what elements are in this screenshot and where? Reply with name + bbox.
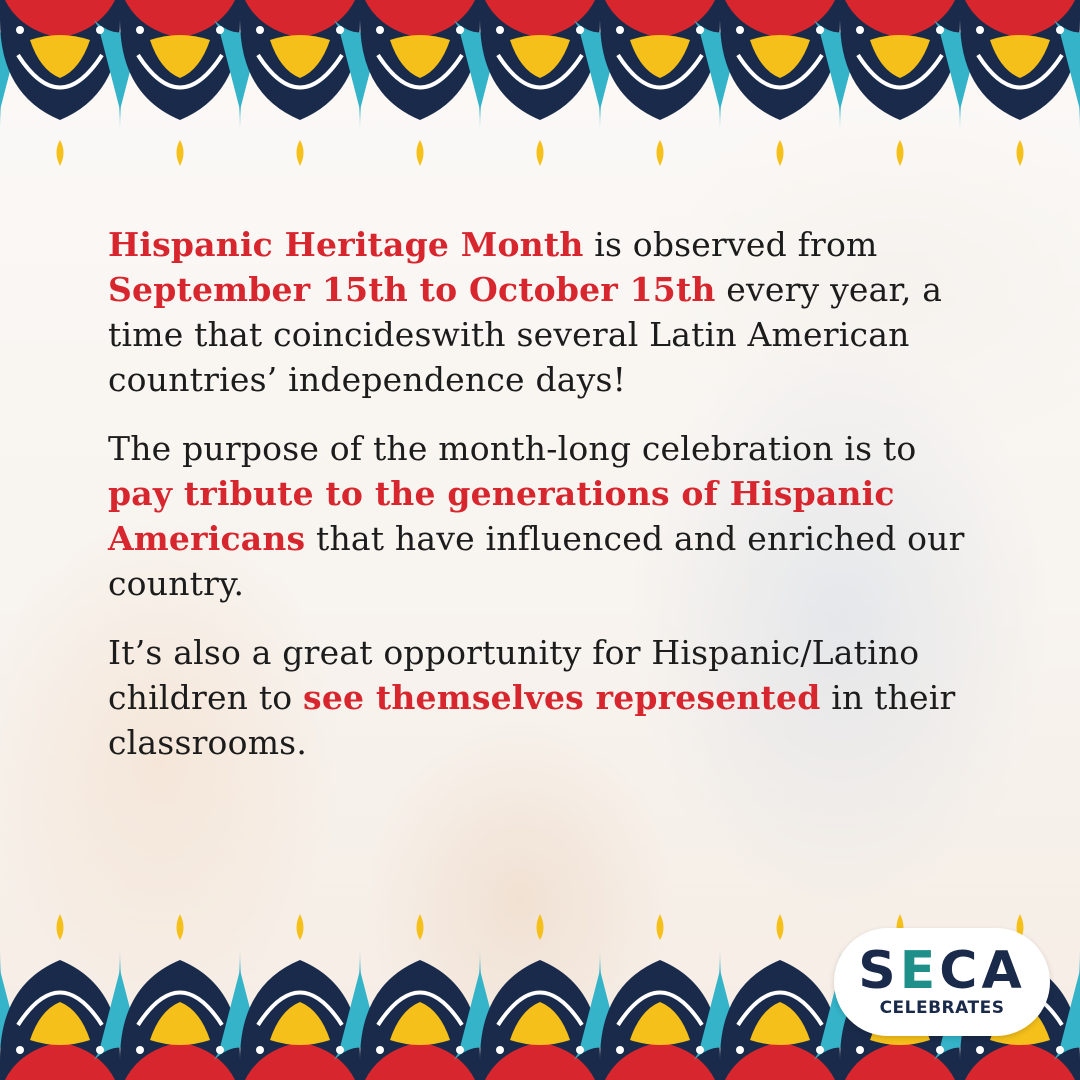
paragraph-2 <box>108 426 988 606</box>
ornament-dot <box>216 1046 224 1054</box>
ornament-drop <box>777 914 784 940</box>
ornament-dot <box>856 1046 864 1054</box>
ornament-dot <box>696 1046 704 1054</box>
ornament-dot <box>1056 1046 1064 1054</box>
paragraph-1 <box>108 222 988 402</box>
body-text-span: in their classrooms. <box>108 678 956 762</box>
ornament-dot <box>136 1046 144 1054</box>
ornament-drop <box>417 140 424 166</box>
ornament-drop <box>297 914 304 940</box>
ornament-drop <box>177 914 184 940</box>
ornament-dot <box>736 26 744 34</box>
ornament-dot <box>376 26 384 34</box>
ornament-dot <box>616 26 624 34</box>
ornament-drop <box>657 914 664 940</box>
decorative-border-top <box>0 0 1080 170</box>
ornament-dot <box>216 26 224 34</box>
body-text-span: that have influenced and enriched our country. <box>108 519 965 603</box>
logo-letter-e: E <box>899 941 940 1001</box>
logo-subtitle: CELEBRATES <box>879 998 1005 1018</box>
ornament-dot <box>96 1046 104 1054</box>
highlight-text: see themselves represented <box>303 678 821 717</box>
ornament-dot <box>256 26 264 34</box>
paragraph-3 <box>108 630 988 765</box>
ornament-dot <box>16 26 24 34</box>
ornament-dot <box>456 1046 464 1054</box>
ornament-drop <box>777 140 784 166</box>
highlight-text: pay tribute to the generations of Hispanic Americans <box>108 474 895 558</box>
ornament-dot <box>936 26 944 34</box>
ornament-drop <box>57 914 64 940</box>
ornament-dot <box>816 1046 824 1054</box>
ornament-dot <box>496 1046 504 1054</box>
ornament-drop <box>537 914 544 940</box>
ornament-dot <box>16 1046 24 1054</box>
ornament-dot <box>336 1046 344 1054</box>
ornament-dot <box>576 1046 584 1054</box>
ornament-dot <box>616 1046 624 1054</box>
ornament-dot <box>976 1046 984 1054</box>
ornament-drop <box>57 140 64 166</box>
ornament-dot <box>696 26 704 34</box>
ornament-drop <box>897 140 904 166</box>
logo-letters-ca: CA <box>939 941 1026 1001</box>
body-text-span: The purpose of the month-long celebration is to <box>108 429 917 468</box>
ornament-dot <box>576 26 584 34</box>
ornament-dot <box>376 1046 384 1054</box>
ornament-dot <box>336 26 344 34</box>
highlight-text: Hispanic Heritage Month <box>108 225 584 264</box>
ornament-drop <box>657 140 664 166</box>
logo-wordmark <box>858 941 1026 1001</box>
seca-celebrates-logo <box>834 928 1050 1036</box>
ornament-dot <box>936 1046 944 1054</box>
body-text-span: is observed from <box>583 225 878 264</box>
ornament-dot <box>856 26 864 34</box>
ornament-drop <box>297 140 304 166</box>
body-text <box>108 222 988 789</box>
body-text-span: every year, a time that coincideswith several Latin American countries’ independence days! <box>108 270 943 399</box>
ornament-drop <box>177 140 184 166</box>
ornament-dot <box>736 1046 744 1054</box>
ornament-dot <box>136 26 144 34</box>
ornament-dot <box>96 26 104 34</box>
ornament-dot <box>1056 26 1064 34</box>
ornament-dot <box>976 26 984 34</box>
ornament-drop <box>417 914 424 940</box>
highlight-text: September 15th to October 15th <box>108 270 716 309</box>
ornament-dot <box>256 1046 264 1054</box>
ornament-drop <box>1017 140 1024 166</box>
logo-letter-s: S <box>858 941 900 1001</box>
ornament-dot <box>456 26 464 34</box>
ornament-dot <box>816 26 824 34</box>
ornament-dot <box>496 26 504 34</box>
ornament-drop <box>537 140 544 166</box>
body-text-span: It’s also a great opportunity for Hispanic/Latino children to <box>108 633 920 717</box>
